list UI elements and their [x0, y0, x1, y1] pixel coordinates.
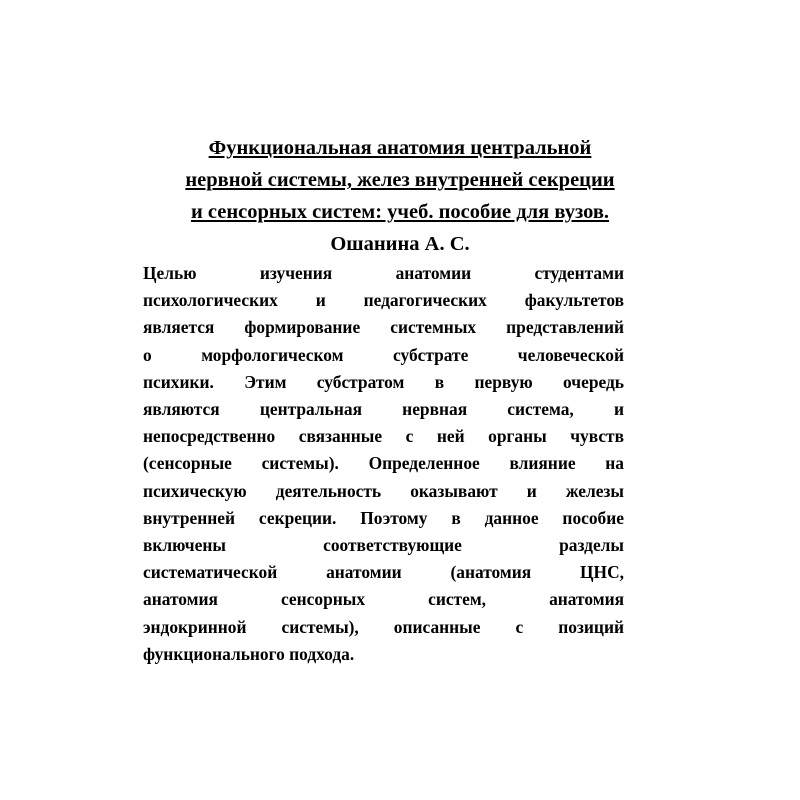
body-line: Целью изучения анатомии студентами [143, 263, 624, 283]
title-line-2: нервной системы, желез внутренней секреции [185, 169, 615, 191]
body-line: психики. Этим субстратом в первую очередь [143, 371, 624, 392]
body-line: внутренней секреции. Поэтому в данное пособие [143, 507, 624, 528]
author-name: Ошанина А. С. [330, 233, 470, 255]
body-line: является формирование системных представлений [143, 317, 624, 338]
body-line: психическую деятельность оказывают и железы [143, 480, 624, 501]
body-line: функционального подхода. [143, 643, 355, 664]
body-line: анатомия сенсорных систем, анатомия [143, 589, 624, 610]
body-line: непосредственно связанные с ней органы чувств [143, 426, 624, 447]
body-line: являются центральная нервная система, и [143, 399, 624, 420]
title-line-1: Функциональная анатомия центральной [208, 137, 592, 159]
body-line: о морфологическом субстрате человеческой [143, 344, 624, 365]
body-line: включены соответствующие разделы [143, 535, 624, 556]
body-line: психологических и педагогических факультетов [143, 290, 624, 311]
document-body [143, 260, 624, 668]
body-line: (сенсорные системы). Определенное влияние на [143, 453, 624, 474]
body-line: систематической анатомии (анатомия ЦНС, [143, 562, 624, 583]
title-line-3: и сенсорных систем: учеб. пособие для вузов. [190, 201, 610, 223]
document-title [150, 132, 650, 260]
body-line: эндокринной системы), описанные с позиций [143, 616, 624, 637]
